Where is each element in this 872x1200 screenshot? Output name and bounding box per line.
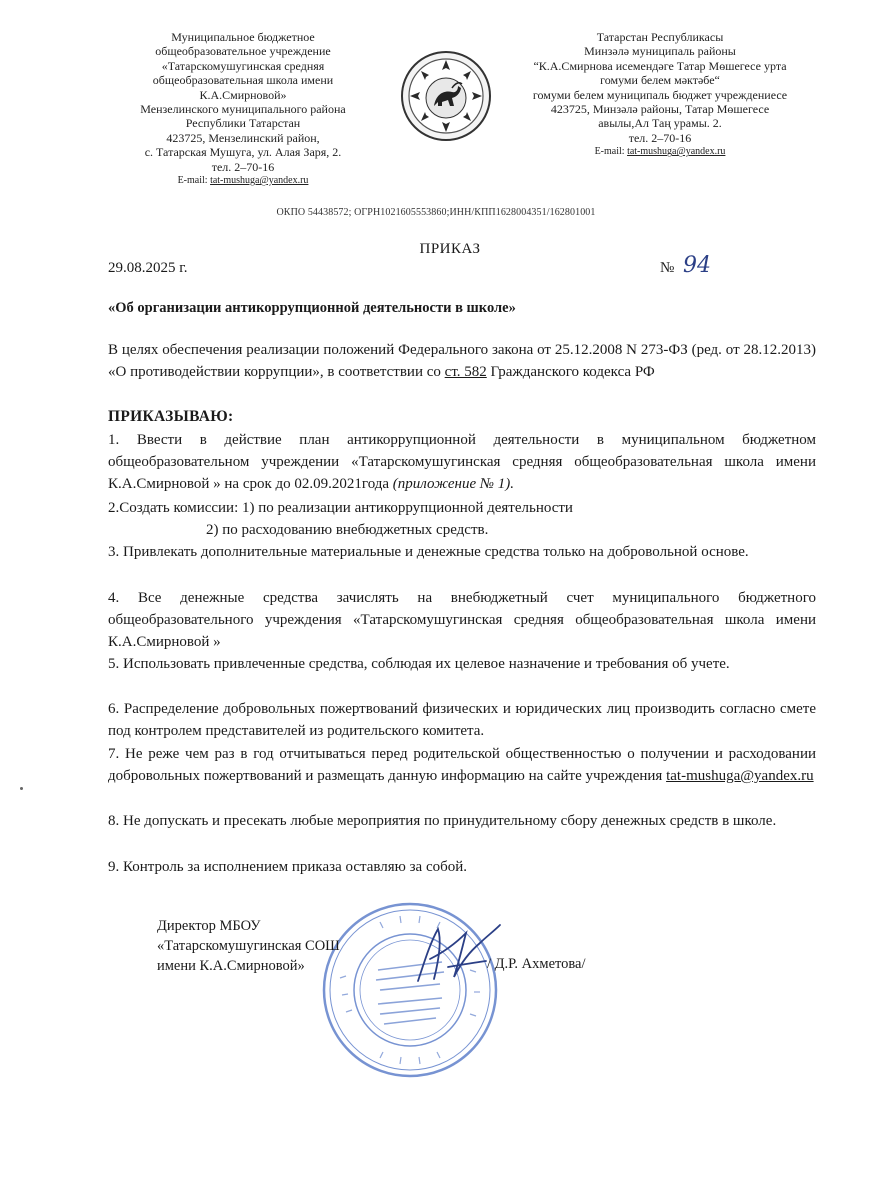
email-link[interactable]: tat-mushuga@yandex.ru (210, 175, 309, 187)
order-item-7 (108, 743, 816, 787)
order-item-9: 9. Контроль за исполнением приказа оставляю за собой. (108, 859, 468, 875)
law-article-link[interactable]: ст. 582 (444, 364, 487, 380)
director-position-line: Директор МБОУ (157, 918, 261, 934)
director-name: / Д.Р. Ахметова/ (487, 956, 586, 972)
header-right-line: 423725, Минзәлә районы, Татар Мөшегесе (550, 102, 770, 117)
order-item-8: 8. Не допускать и пресекать любые мероприятия по принудительному сбору денежных средств в школе. (108, 813, 777, 829)
tatarstan-emblem-icon (398, 48, 494, 144)
header-left-line: Республики Татарстан (185, 116, 301, 131)
order-item-7-text: 7. Не реже чем раз в год отчитываться перед родительской общественностью о получении и расходовании добровольных пожертвований и размещать данную информацию на сайте учреждения (108, 746, 816, 784)
director-position-line: имени К.А.Смирновой» (157, 958, 305, 974)
email-label: E-mail: (177, 175, 208, 187)
order-item-1 (108, 429, 816, 495)
header-left-line: общеобразовательная школа имени (152, 73, 334, 88)
header-left-block (108, 30, 378, 188)
header-right-line: гомуми белем муниципаль бюджет учреждениесе (532, 87, 788, 102)
header-left-line: тел. 2–70-16 (211, 159, 275, 174)
document-date: 29.08.2025 г. (108, 260, 188, 276)
header-right-line: Минзәлә муниципаль районы (584, 44, 736, 59)
handwritten-signature (408, 915, 503, 990)
order-item-4: 4. Все денежные средства зачислять на внебюджетный счет муниципального бюджетного общеобразовательного учреждения «Татарскомушугинская средняя общеобразовательная школа имени К.А.Смирновой » (108, 590, 816, 650)
order-item-1-text: 1. Ввести в действие план антикоррупционной деятельности в муниципальном бюджетном общеобразовательном учреждении «Татарскомушугинская средняя общеобразовательная школа имени К.А.Смирновой » на срок до 02.09.2021года (108, 432, 816, 492)
header-right-line: Татарстан Республикасы (596, 30, 724, 44)
document-title: ПРИКАЗ (419, 241, 481, 257)
header-left-line: К.А.Смирновой» (199, 87, 287, 102)
email-link[interactable]: tat-mushuga@yandex.ru (627, 146, 726, 158)
header-right-line: авылы,Ал Таң урамы. 2. (598, 116, 722, 131)
header-left-line: 423725, Мензелинский район, (166, 130, 320, 145)
intro-text: В целях обеспечения реализации положений Федерального закона от 25.12.2008 N 273-ФЗ (ред. от 28.12.2013) «О противодействии коррупции», в соответствии со (108, 342, 816, 380)
school-email-link[interactable]: tat-mushuga@yandex.ru (666, 768, 814, 784)
header-left-email (108, 174, 378, 188)
intro-paragraph (108, 339, 816, 383)
header-right-line: гомуми белем мәктәбе“ (600, 73, 720, 88)
director-position-line: «Татарскомушугинская СОШ (157, 938, 340, 954)
header-right-email (490, 145, 830, 159)
document-subject: «Об организации антикоррупционной деятельности в школе» (108, 300, 516, 316)
order-item-5: 5. Использовать привлеченные средства, соблюдая их целевое назначение и требования об учете. (108, 656, 730, 672)
scan-speck (20, 787, 23, 790)
document-number-label: № (660, 260, 675, 276)
order-item-3: 3. Привлекать дополнительные материальные и денежные средства только на добровольной основе. (108, 544, 749, 560)
email-label: E-mail: (594, 146, 625, 158)
header-left-line: «Татарскомушугинская средняя (161, 58, 325, 73)
director-position (157, 916, 340, 976)
header-right-line: тел. 2–70-16 (628, 130, 692, 145)
header-left-line: Мензелинского муниципального района (140, 102, 346, 117)
header-right-block (490, 30, 830, 160)
header-right-line: “К.А.Смирнова исемендәге Татар Мөшегесе урта (533, 58, 787, 73)
order-item-1-note: (приложение № 1). (392, 476, 515, 492)
registration-codes: ОКПО 54438572; ОГРН1021605553860;ИНН/КПП1628004351/162801001 (276, 207, 596, 218)
order-item-2-line-2: 2) по расходованию внебюджетных средств. (206, 522, 489, 538)
header-left-line: с. Татарская Мушуга, ул. Алая Заря, 2. (144, 145, 342, 160)
header-left-line: общеобразовательное учреждение (155, 44, 331, 59)
order-heading: ПРИКАЗЫВАЮ: (108, 408, 234, 425)
intro-text-end: Гражданского кодекса РФ (486, 364, 655, 380)
order-item-2-line-1: 2.Создать комиссии: 1) по реализации антикоррупционной деятельности (108, 500, 573, 516)
order-item-6: 6. Распределение добровольных пожертвований физических и юридических лиц производить согласно смете под контролем представителей из родительского комитета. (108, 701, 816, 739)
header-left-line: Муниципальное бюджетное (171, 30, 315, 44)
document-number-handwritten: 94 (683, 253, 711, 278)
